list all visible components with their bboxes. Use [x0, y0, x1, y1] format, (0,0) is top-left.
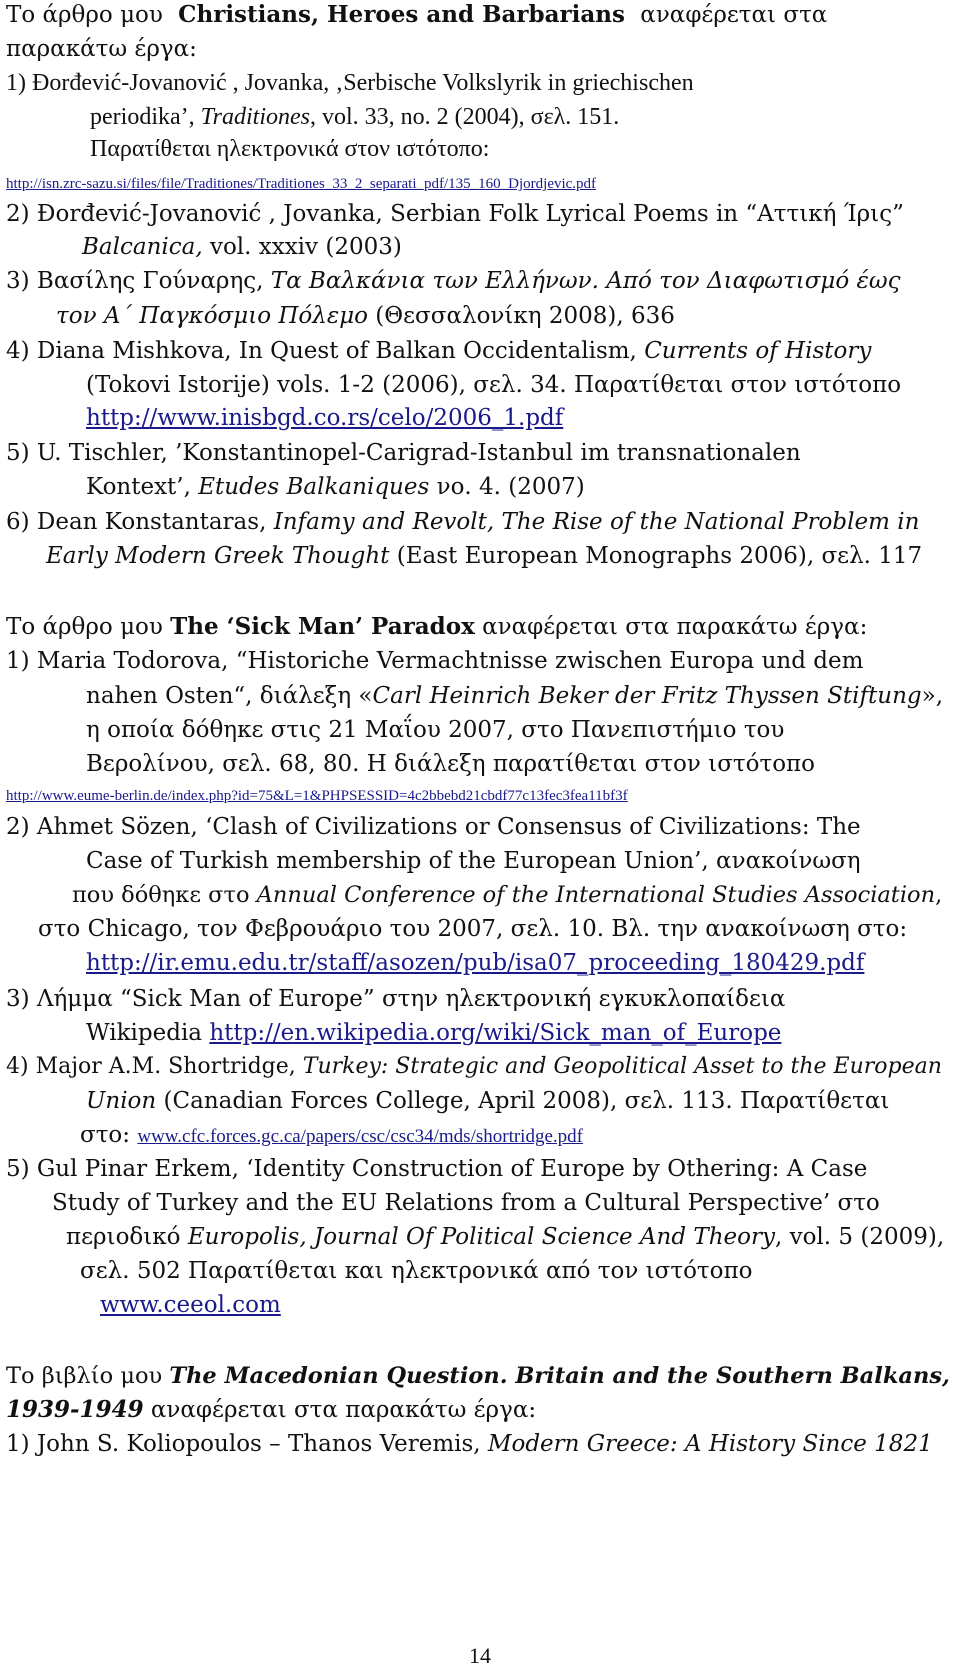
conference-title: Annual Conference of the International Studies Association: [256, 882, 936, 908]
journal-title: Currents of History: [644, 338, 872, 364]
section1-ref3-line2: τον Α΄ Παγκόσμιο Πόλεμο (Θεσσαλονίκη 2008), 636: [56, 303, 675, 329]
reference-link[interactable]: http://isn.zrc-sazu.si/files/file/Traditiones/Traditiones_33_2_separati_pdf/135_160_Djordjevic.pdf: [6, 176, 597, 192]
section2-ref2-url-line: [86, 948, 864, 978]
book-title: τον Α΄ Παγκόσμιο Πόλεμο: [56, 303, 368, 329]
section1-intro: [6, 0, 827, 30]
section2-ref2-line3: που δόθηκε στο Annual Conference of the International Studies Association,: [72, 882, 943, 908]
article-title: Christians, Heroes and Barbarians: [178, 1, 625, 28]
book-title: 1939-1949: [6, 1396, 144, 1423]
book-title: The Macedonian Question. Britain and the Southern Balkans,: [169, 1363, 950, 1389]
section1-ref4-line2: (Tokovi Istorije) vols. 1-2 (2006), σελ. 34. Παρατίθεται στον ιστότοπο: [86, 372, 902, 398]
book-title: Turkey: Strategic and Geopolitical Asset to the European: [302, 1054, 942, 1079]
reference-link[interactable]: http://en.wikipedia.org/wiki/Sick_man_of_Europe: [209, 1020, 782, 1046]
reference-link[interactable]: http://ir.emu.edu.tr/staff/asozen/pub/isa07_proceeding_180429.pdf: [86, 950, 865, 976]
section2-ref2-line2: Case of Turkish membership of the European Union’, ανακοίνωση: [86, 848, 861, 874]
section2-ref5-url-line: [100, 1290, 281, 1320]
section1-ref6-line1: 6) Dean Konstantaras, Infamy and Revolt, The Rise of the National Problem in: [6, 509, 920, 535]
section2-ref4-line3: στο: www.cfc.forces.gc.ca/papers/csc/csc34/mds/shortridge.pdf: [80, 1122, 583, 1148]
reference-link[interactable]: http://www.eume-berlin.de/index.php?id=75&L=1&PHPSESSID=4c2bbebd21cbdf77c13fec3fea11bf3f: [6, 788, 628, 804]
section2-ref2-line4: στο Chicago, τον Φεβρουάριο του 2007, σελ. 10. Βλ. την ανακοίνωση στο:: [38, 916, 908, 942]
section1-ref6-line2: Early Modern Greek Thought (East European Monographs 2006), σελ. 117: [46, 543, 923, 569]
section2-ref5-line4: σελ. 502 Παρατίθεται και ηλεκτρονικά από τον ιστότοπο: [80, 1258, 753, 1284]
book-title: Infamy and Revolt, The Rise of the National Problem in: [273, 509, 920, 535]
section2-ref2-line1: 2) Ahmet Sözen, ‘Clash of Civilizations or Consensus of Civilizations: The: [6, 814, 861, 840]
section2-ref5-line2: Study of Turkey and the EU Relations from a Cultural Perspective’ στο: [52, 1190, 880, 1216]
section3-ref1: 1) John S. Koliopoulos – Thanos Veremis, Modern Greece: A History Since 1821: [6, 1431, 933, 1457]
journal-title: Europolis, Journal Of Political Science And Theory: [187, 1224, 775, 1250]
section1-ref2-line2: Balcanica, vol. xxxiv (2003): [82, 234, 402, 260]
section2-ref3-line1: 3) Λήμμα “Sick Man of Europe” στην ηλεκτρονική εγκυκλοπαίδεια: [6, 986, 786, 1012]
section2-ref4-line1: 4) Major A.M. Shortridge, Turkey: Strategic and Geopolitical Asset to the European: [6, 1054, 942, 1079]
section1-ref5-line1: 5) U. Tischler, ’Konstantinopel-Carigrad-Istanbul im transnationalen: [6, 440, 801, 466]
section2-ref5-line3: περιοδικό Europolis, Journal Of Political Science And Theory, vol. 5 (2009),: [66, 1224, 945, 1250]
journal-title: Etudes Balkaniques: [198, 474, 430, 500]
section1-ref1-line3: Παρατίθεται ηλεκτρονικά στον ιστότοπο:: [90, 136, 490, 162]
reference-link[interactable]: www.ceeol.com: [100, 1292, 281, 1318]
section2-ref1-url-line: [6, 781, 628, 811]
section1-ref3-line1: 3) Βασίλης Γούναρης, Τα Βαλκάνια των Ελλήνων. Από τον Διαφωτισμό έως: [6, 268, 901, 294]
section2-ref1-line3: η οποία δόθηκε στις 21 Μαΐου 2007, στο Πανεπιστήμιο του: [86, 717, 785, 743]
book-title: Modern Greece: A History Since 1821: [487, 1431, 933, 1457]
lecture-title: Carl Heinrich Beker der Fritz Thyssen Stiftung: [372, 683, 922, 709]
section3-intro-line1: Το βιβλίο μου The Macedonian Question. Britain and the Southern Balkans,: [6, 1363, 950, 1389]
section2-ref4-line2: Union (Canadian Forces College, April 2008), σελ. 113. Παρατίθεται: [86, 1088, 890, 1114]
section2-intro: Το άρθρο μου The ‘Sick Man’ Paradox αναφέρεται στα παρακάτω έργα:: [6, 613, 868, 640]
intro-text: Το άρθρο μου: [6, 2, 163, 28]
article-title: The ‘Sick Man’ Paradox: [170, 613, 475, 640]
section2-ref1-line1: 1) Maria Todorova, “Historiche Vermachtnisse zwischen Europa und dem: [6, 648, 864, 674]
section1-ref1-url-line: [6, 169, 596, 199]
book-title: Τα Βαλκάνια των Ελλήνων. Από τον Διαφωτισμό έως: [270, 268, 901, 294]
intro-text: αναφέρεται στα: [640, 2, 828, 28]
section1-ref5-line2: Kontext’, Etudes Balkaniques νο. 4. (2007): [86, 474, 585, 500]
reference-link[interactable]: http://www.inisbgd.co.rs/celo/2006_1.pdf: [86, 405, 564, 431]
section1-ref2-line1: 2) Đorđević-Jovanović , Jovanka, Serbian Folk Lyrical Poems in “Αττική Ίρις”: [6, 201, 904, 227]
section3-intro-line2: 1939-1949 αναφέρεται στα παρακάτω έργα:: [6, 1396, 537, 1423]
page-number: 14: [469, 1643, 491, 1668]
book-title: Union: [86, 1088, 157, 1114]
section1-intro-line2: παρακάτω έργα:: [6, 36, 197, 62]
book-title: Early Modern Greek Thought: [46, 543, 390, 569]
journal-title: Traditiones: [200, 104, 310, 130]
section1-ref1-line2: periodika’, Traditiones, vol. 33, no. 2 (2004), σελ. 151.: [90, 104, 620, 130]
section2-ref1-line4: Βερολίνου, σελ. 68, 80. Η διάλεξη παρατίθεται στον ιστότοπο: [86, 751, 816, 777]
section1-ref4-url-line: [86, 403, 563, 433]
section2-ref5-line1: 5) Gul Pinar Erkem, ‘Identity Construction of Europe by Othering: A Case: [6, 1156, 868, 1182]
journal-title: Balcanica,: [82, 234, 203, 260]
section1-ref1-line1: 1) Đorđević-Jovanović , Jovanka, ‚Serbische Volkslyrik in griechischen: [6, 70, 694, 96]
section2-ref1-line2: nahen Osten“, διάλεξη «Carl Heinrich Beker der Fritz Thyssen Stiftung»,: [86, 683, 944, 709]
reference-link[interactable]: www.cfc.forces.gc.ca/papers/csc/csc34/mds/shortridge.pdf: [137, 1126, 583, 1147]
section1-ref4-line1: 4) Diana Mishkova, In Quest of Balkan Occidentalism, Currents of History: [6, 338, 872, 364]
section2-ref3-line2: Wikipedia http://en.wikipedia.org/wiki/Sick_man_of_Europe: [86, 1020, 782, 1046]
